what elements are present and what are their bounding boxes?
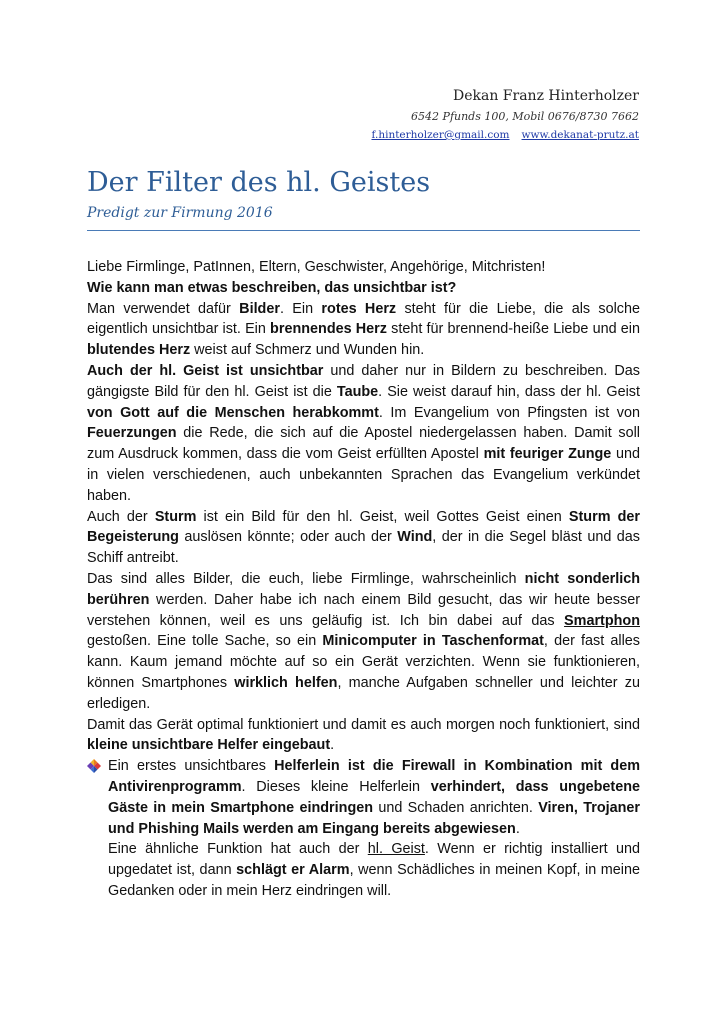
diamond-bullet-icon <box>87 759 101 773</box>
page-subtitle: Predigt zur Firmung 2016 <box>87 205 273 221</box>
paragraph-1: Man verwendet dafür Bilder. Ein rotes Herz steht für die Liebe, die als solche eigentlich unsichtbar ist. Ein brennendes Herz steht für brennend-heiße Liebe und ein blutendes Herz weist auf Schmerz und Wunden hin. <box>87 300 641 359</box>
paragraph-4: Das sind alles Bilder, die euch, liebe Firmlinge, wahrscheinlich nicht sonderlich berühren werden. Daher habe ich nach einem Bild gesucht, das wir heute besser verstehen können, weil es uns geläufig ist. Ich bin dabei auf das Smartphon gestoßen. Eine tolle Sache, so ein Minicomputer in Taschenformat, der fast alles kann. Kaum jemand möchte auf so ein Gerät verzichten. Wenn sie funktionieren, können Smartphones wirklich helfen, manche Aufgaben schneller und leichter zu erledigen. <box>87 570 640 712</box>
bullet-paragraph-2: Eine ähnliche Funktion hat auch der hl. Geist. Wenn er richtig installiert und upgedatet ist, dann schlägt er Alarm, wenn Schädliches in meinen Kopf, in meine Gedanken oder in mein Herz eindringen will. <box>108 841 641 899</box>
author-name: Dekan Franz Hinterholzer <box>453 88 639 104</box>
paragraph-2: Auch der hl. Geist ist unsichtbar und daher nur in Bildern zu beschreiben. Das gängigste Bild für den hl. Geist ist die Taube. Sie weist darauf hin, dass der hl. Geist von Gott auf die Menschen herabkommt. Im Evangelium von Pfingsten ist von Feuerzungen die Rede, die sich auf die Apostel niedergelassen haben. Damit soll zum Ausdruck kommen, dass die vom Geist erfüllten Apostel mit feuriger Zunge und in vielen verschiedenen, auch unbekannten Sprachen das Evangelium verkündet haben. <box>87 362 641 504</box>
website-link[interactable]: www.dekanat-prutz.at <box>521 129 639 141</box>
author-address: 6542 Pfunds 100, Mobil 0676/8730 7662 <box>411 110 639 123</box>
question: Wie kann man etwas beschreiben, das unsichtbar ist? <box>87 279 457 296</box>
page-title: Der Filter des hl. Geistes <box>87 167 431 198</box>
letterhead <box>359 86 639 143</box>
title-block <box>87 166 640 231</box>
greeting: Liebe Firmlinge, PatInnen, Eltern, Geschwister, Angehörige, Mitchristen! <box>87 259 546 275</box>
bullet-paragraph-1: Ein erstes unsichtbares Helferlein ist die Firewall in Kombination mit dem Antivirenprogramm. Dieses kleine Helferlein verhindert, dass ungebetene Gäste in mein Smartphone eindringen und Schaden anrichten. Viren, Trojaner und Phishing Mails werden am Eingang bereits abgewiesen. <box>108 758 641 837</box>
paragraph-3: Auch der Sturm ist ein Bild für den hl. Geist, weil Gottes Geist einen Sturm der Begeisterung auslösen könnte; oder auch der Wind, der in die Segel bläst und das Schiff antreibt. <box>87 508 641 567</box>
sermon-body <box>87 257 640 902</box>
contact-links <box>359 127 639 143</box>
list-item <box>87 756 640 902</box>
title-divider <box>87 230 640 231</box>
paragraph-5: Damit das Gerät optimal funktioniert und damit es auch morgen noch funktioniert, sind kleine unsichtbare Helfer eingebaut. <box>87 716 640 754</box>
email-link[interactable]: f.hinterholzer@gmail.com <box>371 129 510 141</box>
